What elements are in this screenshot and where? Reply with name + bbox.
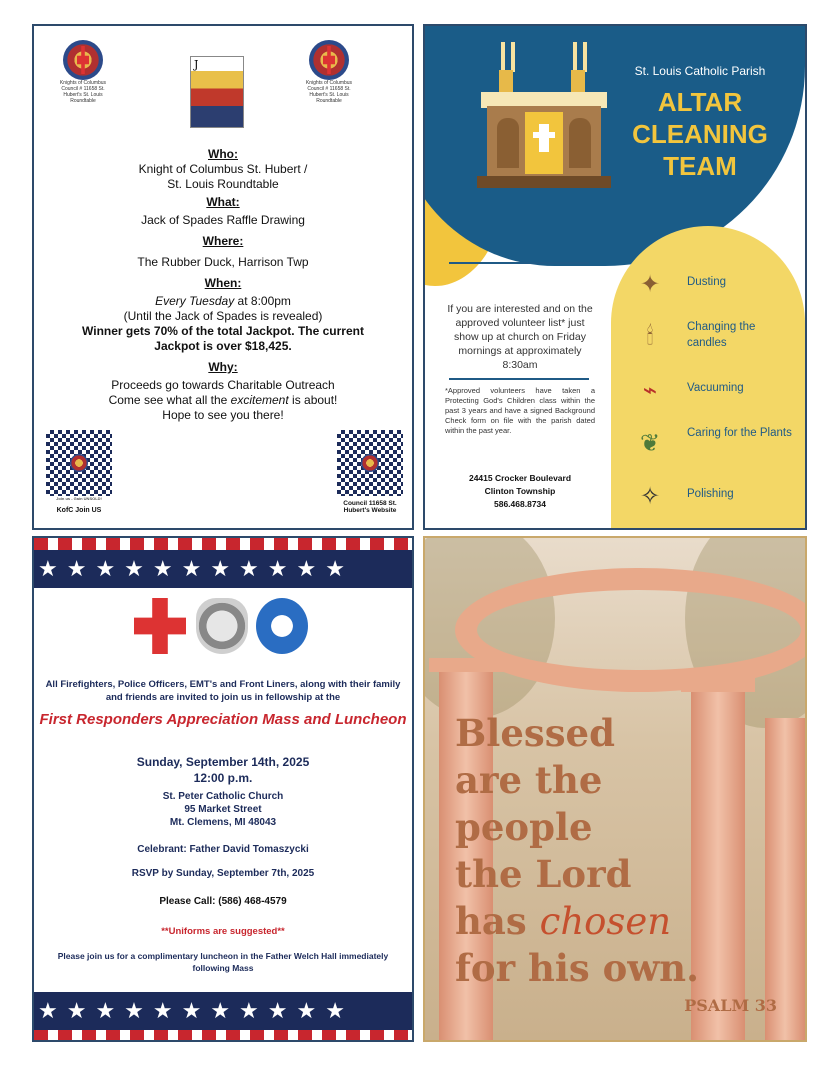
raffle-flyer (32, 24, 414, 530)
what-heading: What: (206, 195, 240, 209)
polish-icon: ✧ (639, 483, 661, 510)
when-condition: (Until the Jack of Spades is revealed) (123, 309, 323, 323)
verse-line: people (455, 805, 593, 849)
candles-icon: 🕯 (646, 323, 654, 350)
candle-icon (501, 42, 505, 72)
address-line: Clinton Township (484, 486, 556, 496)
candle-icon (573, 42, 577, 72)
jack-of-spades-card-icon (190, 56, 244, 128)
star-band-icon: ★★★★★★★★★★★ (34, 550, 412, 588)
why-excitement (34, 393, 412, 408)
where-value: The Rubber Duck, Harrison Twp (137, 255, 309, 269)
duster-icon: ✦ (639, 271, 661, 298)
volunteer-note: *Approved volunteers have taken a Protecting God's Children class within the past 3 years and have a signed Background Check form on file with the parish dated within the past year. (445, 386, 595, 435)
jackpot-text: Jackpot is over $18,425. (154, 339, 292, 353)
card-rank: J (194, 58, 199, 71)
qr-sub-caption: Join us - Gain UNSOLD! (56, 496, 102, 501)
verse-line: are the (455, 758, 603, 802)
title-line: ALTAR (657, 87, 743, 117)
who-value: St. Louis Roundtable (167, 177, 279, 191)
task-item (631, 372, 801, 425)
verse-line: the Lord (455, 852, 632, 896)
event-title: First Responders Appreciation Mass and Luncheon (39, 711, 407, 728)
winner-text: Winner gets 70% of the total Jackpot. The current (82, 324, 364, 338)
who-value: Knight of Columbus St. Hubert / (138, 162, 308, 176)
kofc-logo-text: Knights of Columbus (305, 80, 353, 86)
task-item (631, 319, 801, 372)
city-address: Mt. Clemens, MI 48043 (169, 817, 277, 828)
luncheon-note: Please join us for a complimentary luncheon in the Father Welch Hall immediately following Mass (57, 951, 389, 973)
kofc-logo-sub: Council # 11658 St. Hubert's St. Louis Roundtable (307, 86, 351, 104)
verse-word: has (455, 899, 540, 943)
why-heading: Why: (208, 360, 238, 374)
title-line: CLEANING (632, 119, 768, 149)
kofc-emblem-icon (309, 40, 349, 80)
invitation-intro: All Firefighters, Police Officers, EMT's and Front Liners, along with their family and friends are invited to join us in fellowship at the (45, 679, 401, 703)
flyer-title (615, 86, 785, 182)
who-heading: Who: (208, 147, 238, 161)
first-responders-flyer (32, 536, 414, 1042)
police-badge-icon (196, 598, 248, 654)
address-line: 24415 Crocker Boulevard (468, 473, 572, 483)
why-emphasis: excitement (230, 393, 289, 407)
kofc-logo-sub: Council # 11658 St. Hubert's St. Louis Roundtable (61, 86, 105, 104)
title-line: TEAM (663, 151, 737, 181)
flag-stripe (34, 1030, 412, 1042)
qr-join-us[interactable] (44, 430, 114, 514)
why-value: Proceeds go towards Charitable Outreach (111, 378, 335, 392)
altar-illustration-icon (475, 42, 613, 202)
candle-icon (511, 42, 515, 72)
qr-code-icon[interactable] (46, 430, 112, 496)
task-item (631, 425, 801, 478)
star-band-icon: ★★★★★★★★★★★ (34, 992, 412, 1030)
closing-line: Hope to see you there! (162, 408, 284, 422)
candle-icon (583, 42, 587, 72)
kofc-logo-left (54, 40, 112, 104)
divider (449, 378, 589, 380)
task-label: Dusting (687, 276, 726, 288)
why-part: Come see what all the (108, 393, 231, 407)
task-label: Changing the candles (687, 321, 756, 349)
kofc-logo-text: Knights of Columbus (59, 80, 107, 86)
event-location (34, 790, 412, 829)
when-heading: When: (204, 276, 242, 290)
altar-door (497, 118, 519, 168)
phone-number[interactable]: 586.468.8734 (494, 499, 546, 509)
what-value: Jack of Spades Raffle Drawing (141, 213, 305, 227)
scripture-reference: PSALM 33 (684, 996, 777, 1015)
task-label: Caring for the Plants (687, 427, 792, 439)
event-time: 12:00 p.m. (193, 771, 253, 785)
fire-dept-badge-icon (134, 598, 186, 654)
verse-line (455, 898, 775, 945)
qr-caption: KofC Join US (56, 507, 102, 514)
scripture-verse (455, 710, 775, 992)
task-label: Vacuuming (687, 382, 744, 394)
why-part: is about! (288, 393, 338, 407)
qr-code-icon[interactable] (337, 430, 403, 496)
when-time: at 8:00pm (234, 294, 291, 308)
flag-stripe (34, 538, 412, 550)
altar-door (569, 118, 591, 168)
event-datetime (34, 754, 412, 786)
church-name: St. Peter Catholic Church (162, 791, 284, 802)
task-item (631, 478, 801, 530)
when-day: Every Tuesday (155, 294, 235, 308)
qr-caption: Council 11658 St. Hubert's Website (343, 500, 397, 514)
plant-icon: ❦ (639, 430, 661, 457)
where-heading: Where: (202, 234, 244, 248)
scripture-image (423, 536, 807, 1042)
parish-name: St. Louis Catholic Parish (634, 64, 766, 78)
event-date: Sunday, September 14th, 2025 (136, 755, 310, 769)
task-item (631, 266, 801, 319)
when-value (34, 294, 412, 309)
verse-line: Blessed (455, 711, 615, 755)
parish-contact (445, 472, 595, 511)
altar-step (477, 176, 611, 188)
qr-council-website[interactable] (330, 430, 410, 514)
rsvp-deadline: RSVP by Sunday, September 7th, 2025 (131, 868, 315, 879)
cross-icon (539, 124, 549, 152)
ems-star-of-life-icon (256, 598, 308, 654)
column-capital (429, 658, 503, 672)
rotunda-ring (455, 568, 807, 692)
task-label: Polishing (687, 488, 734, 500)
street-address: 95 Market Street (184, 804, 262, 815)
divider (449, 262, 589, 264)
vacuum-icon: ⌁ (642, 377, 658, 404)
raffle-details (34, 144, 412, 423)
uniform-note: **Uniforms are suggested** (161, 926, 285, 937)
verse-line: for his own. (455, 946, 699, 990)
altar-cleaning-flyer (423, 24, 807, 530)
celebrant: Celebrant: Father David Tomaszycki (137, 844, 309, 855)
column-capital (681, 678, 755, 692)
volunteer-info: If you are interested and on the approved volunteer list* just show up at church on Friday mornings at approximately 8:30am (447, 303, 593, 371)
task-list (631, 266, 801, 530)
cross-bar (533, 132, 555, 138)
kofc-emblem-icon (63, 40, 103, 80)
rsvp-phone[interactable]: Please Call: (586) 468-4579 (159, 896, 287, 907)
kofc-logo-right (300, 40, 358, 104)
verse-emphasis: chosen (539, 900, 672, 943)
